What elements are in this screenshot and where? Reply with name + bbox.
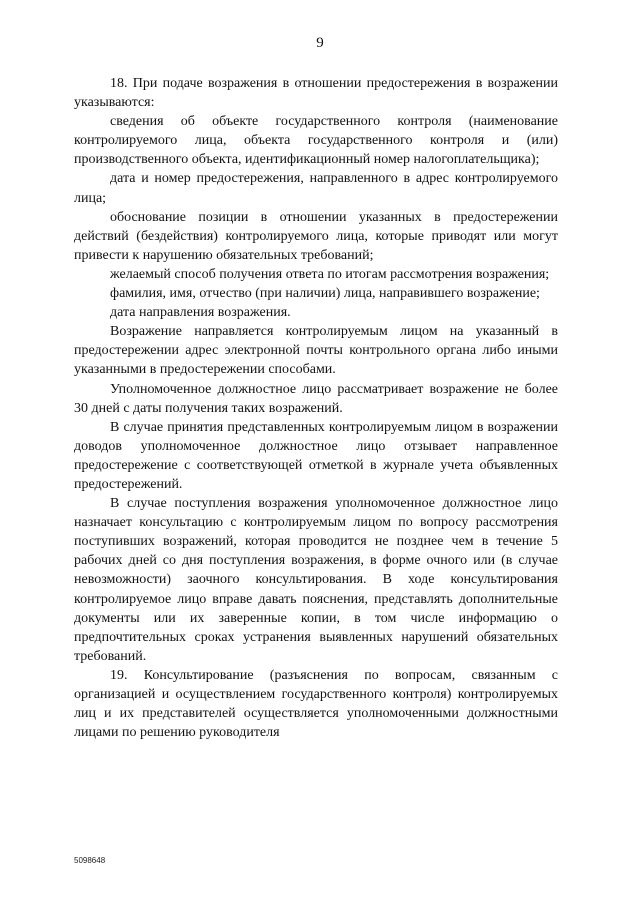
paragraph-18-intro: 18. При подаче возражения в отношении предостережения в возражении указываются:	[74, 76, 558, 111]
document-code: 5098648	[74, 856, 106, 865]
paragraph-review-term: Уполномоченное должностное лицо рассматривает возражение не более 30 дней с даты получения таких возражений.	[74, 381, 558, 416]
paragraph-object-info: сведения об объекте государственного контроля (наименование контролируемого лица, объекта государственного контроля и (или) производственного объекта, идентификационный номер налогоплательщика);	[74, 114, 558, 168]
paragraph-sender-name: фамилия, имя, отчество (при наличии) лица, направившего возражение;	[110, 286, 540, 302]
paragraph-consultation: В случае поступления возражения уполномоченное должностное лицо назначает консультацию с контролируемым лицом по вопросу рассмотрения поступивших возражений, которая проводится не позднее чем в течение 5 рабочих дней со дня поступления возражения, в форме очного или (в случае невозможности) заочного консультирования. В ходе консультирования контролируемое лицо вправе давать пояснения, представлять дополнительные документы или их заверенные копии, в том числе информацию о предпочтительных сроках устранения выявленных нарушений обязательных требований.	[74, 496, 558, 664]
paragraph-objection-date: дата направления возражения.	[110, 305, 291, 321]
paragraph-objection-delivery: Возражение направляется контролируемым лицом на указанный в предостережении адрес электронной почты контрольного органа либо иными указанными в предостережении способами.	[74, 324, 558, 378]
paragraph-response-method: желаемый способ получения ответа по итогам рассмотрения возражения;	[110, 266, 550, 282]
paragraph-19-consulting: 19. Консультирование (разъяснения по вопросам, связанным с организацией и осуществлением государственного контроля) контролируемых лиц и их представителей осуществляется уполномоченными должностными лицами по решению руководителя	[74, 667, 558, 741]
paragraph-warning-date-number: дата и номер предостережения, направленного в адрес контролируемого лица;	[74, 171, 558, 206]
paragraph-position-justification: обоснование позиции в отношении указанных в предостережении действий (бездействия) контролируемого лица, которые приводят или могут привести к нарушению обязательных требований;	[74, 209, 558, 263]
page-number: 9	[316, 35, 324, 51]
document-body	[74, 74, 558, 742]
paragraph-warning-withdrawal: В случае принятия представленных контролируемым лицом в возражении доводов уполномоченное должностное лицо отзывает направленное предостережение с соответствующей отметкой в журнале учета объявленных предостережений.	[74, 419, 558, 492]
